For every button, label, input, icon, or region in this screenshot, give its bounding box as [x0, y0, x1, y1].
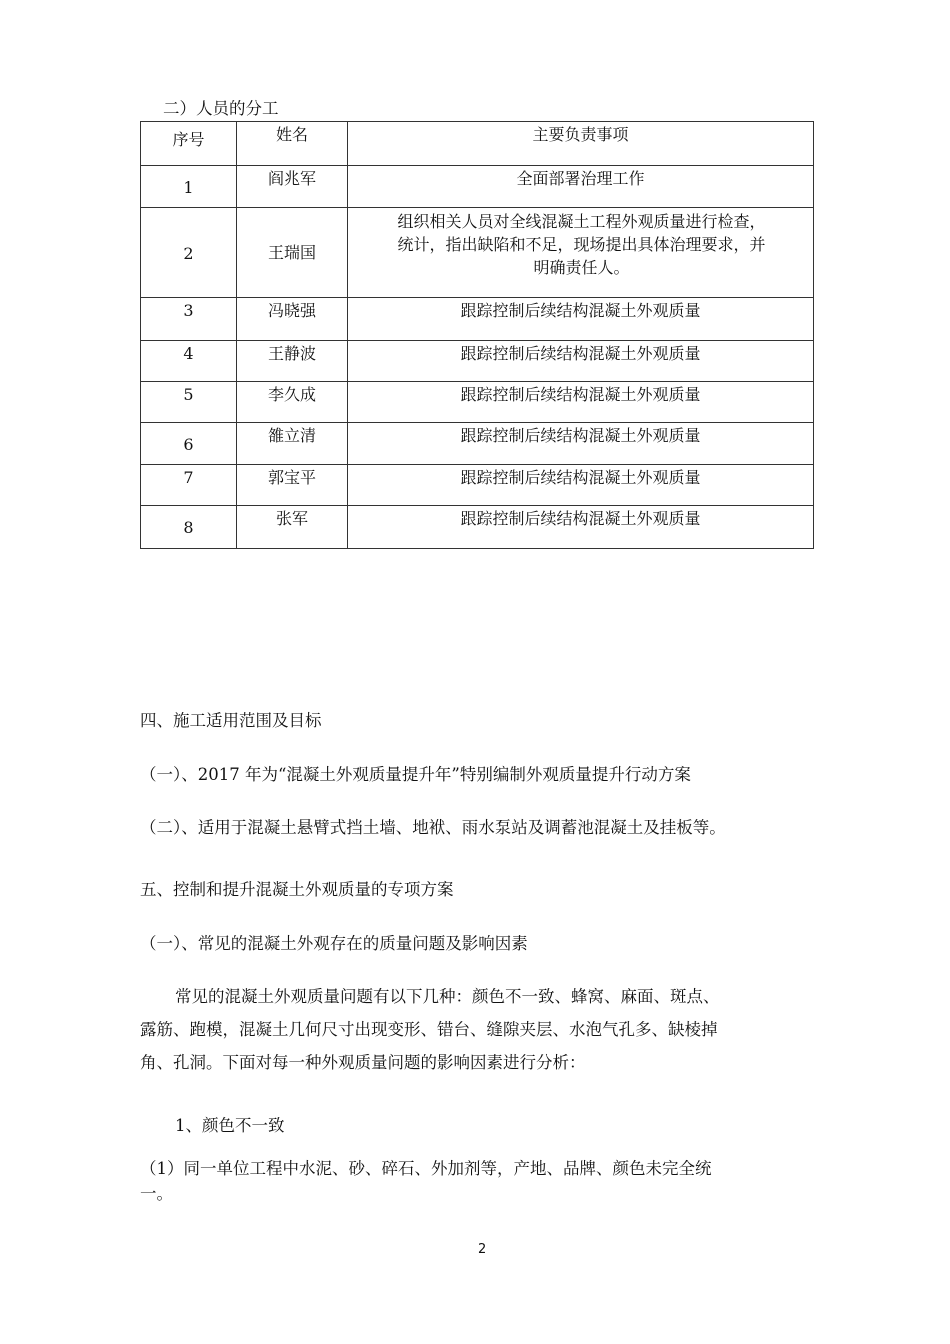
- row-no: 8: [141, 506, 237, 549]
- section5-point1: 1、颜色不一致: [175, 1116, 285, 1135]
- row-name: 王瑞国: [237, 208, 348, 298]
- table-row: [141, 506, 814, 549]
- row-name: 王静波: [237, 341, 348, 382]
- page-number: 2: [478, 1242, 487, 1257]
- section4-item1: （一）、2017 年为“混凝土外观质量提升年”特别编制外观质量提升行动方案: [140, 765, 691, 784]
- row-name: 张军: [237, 506, 348, 549]
- row-duty: 组织相关人员对全线混凝土工程外观质量进行检查， 统计，指出缺陷和不足，现场提出具体治理要求，并 明确责任人。: [348, 208, 814, 298]
- header-name: 姓名: [237, 122, 348, 166]
- row-no: 7: [141, 465, 237, 506]
- row-name: 阎兆军: [237, 166, 348, 208]
- row-duty: 全面部署治理工作: [348, 166, 814, 208]
- row-name: 雒立清: [237, 423, 348, 465]
- row-no: 6: [141, 423, 237, 465]
- section5-paragraph: 常见的混凝土外观质量问题有以下几种：颜色不一致、蜂窝、麻面、斑点、 露筋、跑模，混凝土几何尺寸出现变形、错台、缝隙夹层、水泡气孔多、缺棱掉 角、孔洞。下面对每一种外观质量问题的影响因素进行分析：: [140, 987, 720, 1072]
- section5-sub1: （一）、常见的混凝土外观存在的质量问题及影响因素: [140, 934, 528, 953]
- row-duty: 跟踪控制后续结构混凝土外观质量: [348, 423, 814, 465]
- table-row: [141, 298, 814, 341]
- table-header-row: [141, 122, 814, 166]
- row-no: 1: [141, 166, 237, 208]
- table-row: [141, 382, 814, 423]
- row-duty: 跟踪控制后续结构混凝土外观质量: [348, 465, 814, 506]
- row-name: 郭宝平: [237, 465, 348, 506]
- header-duty: 主要负责事项: [348, 122, 814, 166]
- staff-heading: 二）人员的分工: [163, 99, 279, 118]
- row-duty: 跟踪控制后续结构混凝土外观质量: [348, 506, 814, 549]
- table-row: [141, 341, 814, 382]
- row-name: 冯晓强: [237, 298, 348, 341]
- section5-point1-text: （1）同一单位工程中水泥、砂、碎石、外加剂等，产地、品牌、颜色未完全统 一。: [140, 1159, 712, 1203]
- row-duty: 跟踪控制后续结构混凝土外观质量: [348, 298, 814, 341]
- table-row: [141, 423, 814, 465]
- row-no: 3: [141, 298, 237, 341]
- row-name: 李久成: [237, 382, 348, 423]
- table-row: [141, 208, 814, 298]
- section5-title: 五、控制和提升混凝土外观质量的专项方案: [140, 880, 454, 899]
- header-no: 序号: [141, 122, 237, 166]
- section4-title: 四、施工适用范围及目标: [140, 711, 322, 730]
- section4-item2: （二）、适用于混凝土悬臂式挡土墙、地袱、雨水泵站及调蓄池混凝土及挂板等。: [140, 818, 726, 837]
- row-no: 2: [141, 208, 237, 298]
- table-row: [141, 166, 814, 208]
- table-row: [141, 465, 814, 506]
- staff-table: [140, 121, 814, 549]
- row-no: 4: [141, 341, 237, 382]
- row-no: 5: [141, 382, 237, 423]
- row-duty: 跟踪控制后续结构混凝土外观质量: [348, 341, 814, 382]
- row-duty: 跟踪控制后续结构混凝土外观质量: [348, 382, 814, 423]
